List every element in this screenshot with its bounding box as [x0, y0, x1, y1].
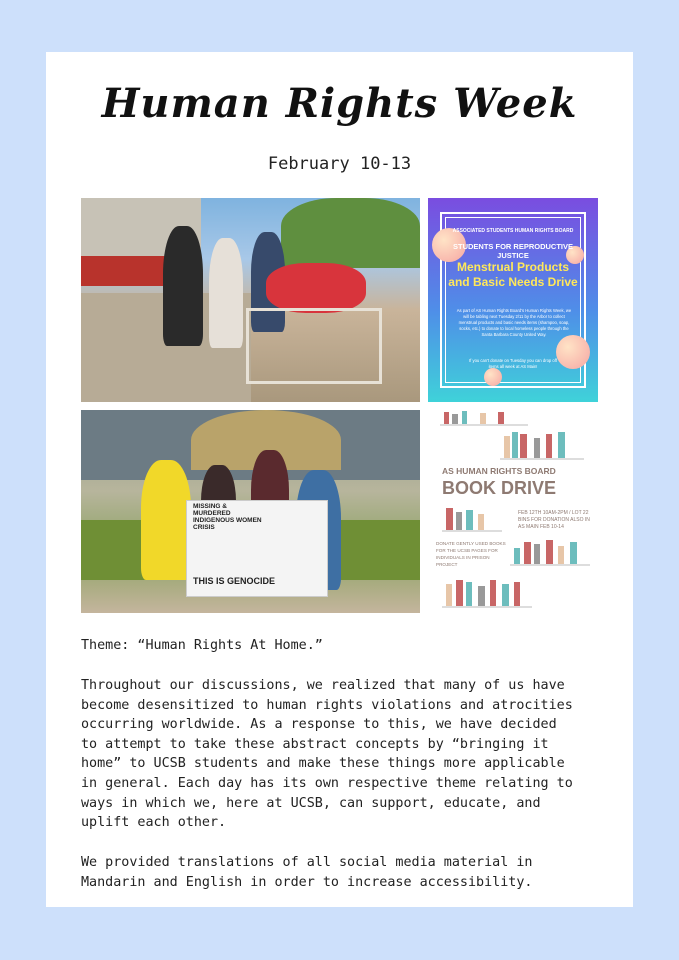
book-drive-note: DONATE GENTLY USED BOOKS FOR THE UCSB PAGES FOR INDIVIDUALS IN PRISON PROJECT: [436, 541, 506, 567]
event-date: February 10-13: [267, 154, 412, 174]
page-title: Human Rights Week: [101, 80, 578, 127]
text-line: Throughout our discussions, we realized that many of us have: [81, 678, 565, 693]
text-line: occurring worldwide. As a response to this, we have decided: [81, 717, 557, 733]
newsletter-page: [46, 52, 633, 907]
book-drive-details: FEB 12TH 10AM-2PM / LOT 22 BINS FOR DONATION ALSO IN AS MAIN FEB 10-14: [518, 510, 590, 530]
text-line: uplift each other.: [81, 815, 227, 831]
menstrual-drive-poster: [428, 198, 598, 402]
book-drive-org: AS HUMAN RIGHTS BOARD: [442, 466, 556, 476]
bookshelf-graphic: [442, 576, 532, 606]
bookshelf-graphic: [500, 430, 584, 458]
paragraph-2: [81, 853, 601, 892]
poster-footer: If you can't donate on Tuesday you can drop off items all week at AS Main!: [468, 358, 558, 369]
poster-body: As part of AS Human Rights Board's Human Rights Week, we will be tabling next Tuesday 2/11 by the Arbor to collect menstrual products and basic needs items (shampoo, soap, socks, etc.) to donate to local homeless people through the Santa Barbara County United Way.: [456, 308, 572, 337]
protest-sign: [186, 500, 328, 597]
book-drive-title: BOOK DRIVE: [442, 478, 557, 498]
paragraph-1: [81, 676, 601, 833]
bookshelf-graphic: [510, 538, 590, 564]
bookshelf-graphic: [440, 410, 528, 424]
text-line: home” to UCSB students and make these things more applicable: [81, 756, 565, 772]
decor-circle: [484, 368, 502, 386]
sign-photo: [81, 410, 420, 613]
text-line: become desensitized to human rights violations and atrocities: [81, 697, 573, 713]
text-line: We provided translations of all social media material in: [81, 855, 533, 870]
sign-text: MISSING & MURDERED INDIGENOUS WOMEN CRISIS: [193, 503, 262, 531]
text-line: ways in which we, here at UCSB, can support, educate, and: [81, 795, 541, 811]
sign-banner: THIS IS GENOCIDE: [193, 576, 276, 586]
poster-headline: Menstrual Products and Basic Needs Drive: [448, 260, 578, 289]
poster-org: ASSOCIATED STUDENTS HUMAN RIGHTS BOARD: [452, 228, 574, 234]
book-drive-flyer: [428, 410, 598, 613]
text-line: in general. Each day has its own respective theme relating to: [81, 775, 573, 791]
poster-subtitle: STUDENTS FOR REPRODUCTIVE JUSTICE: [452, 242, 573, 260]
theme-line: Theme: “Human Rights At Home.”: [81, 638, 323, 653]
tabling-photo: [81, 198, 420, 402]
text-line: to attempt to take these abstract concepts by “bringing it: [81, 736, 549, 752]
text-line: Mandarin and English in order to increase accessibility.: [81, 874, 533, 890]
bookshelf-graphic: [442, 506, 502, 530]
